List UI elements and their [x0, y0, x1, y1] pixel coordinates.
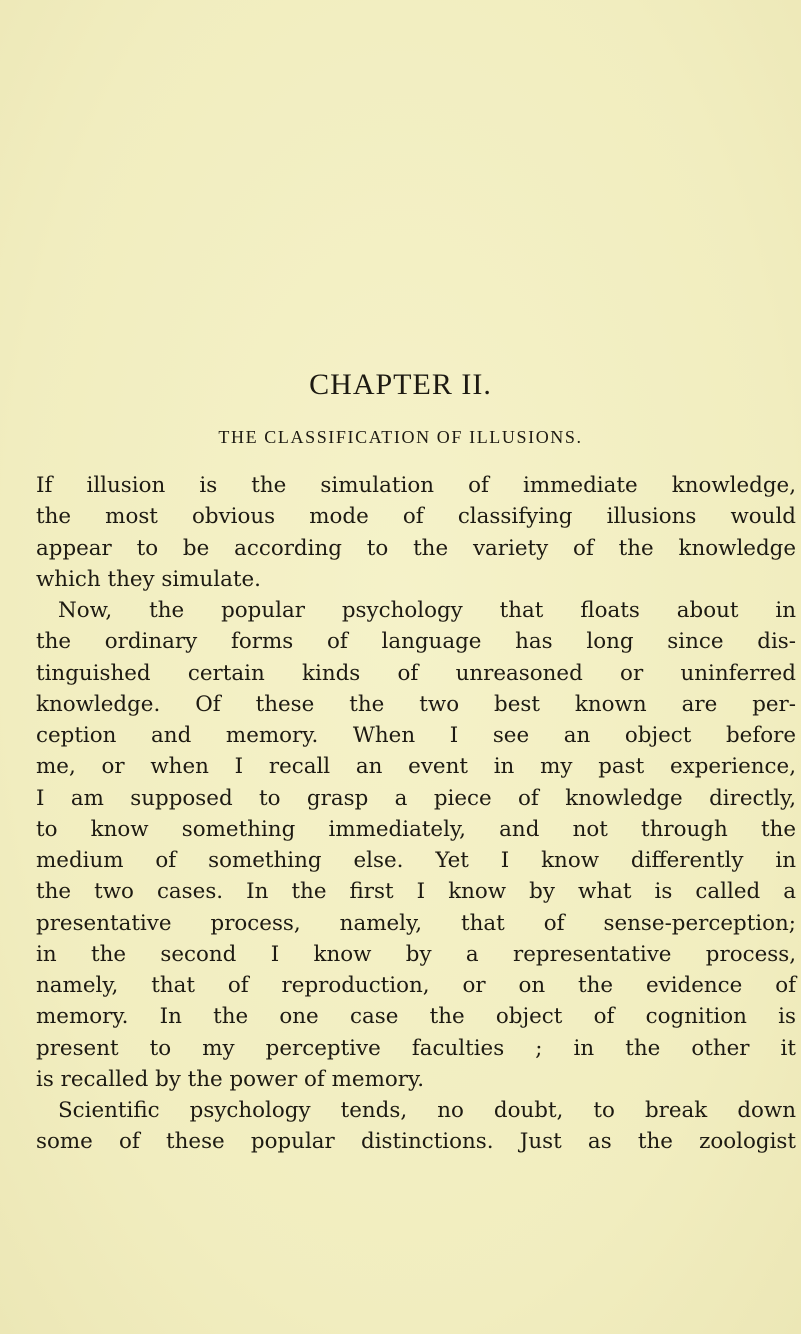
text-line: me, or when I recall an event in my past experience, [36, 754, 796, 780]
text-line: Scientific psychology tends, no doubt, to break down [58, 1098, 796, 1123]
text-line: I am supposed to grasp a piece of knowledge directly, [36, 785, 796, 811]
text-line: namely, that of reproduction, or on the evidence of [36, 973, 796, 998]
text-line: appear to be according to the variety of the knowledge [36, 535, 796, 561]
text-line: some of these popular distinctions. Just as the zoologist [36, 1129, 796, 1155]
text-line: knowledge. Of these the two best known are per- [36, 691, 796, 717]
text-line: medium of something else. Yet I know differently in [36, 848, 796, 873]
text-line: the two cases. In the first I know by what is called a [36, 879, 796, 905]
text-line: If illusion is the simulation of immediate knowledge, [36, 473, 796, 498]
text-line: which they simulate. [36, 566, 261, 592]
text-line: the most obvious mode of classifying illusions would [36, 504, 796, 530]
text-line: ception and memory. When I see an object before [36, 723, 796, 748]
text-line: in the second I know by a representative process, [36, 941, 796, 967]
text-line: memory. In the one case the object of cognition is [36, 1004, 796, 1030]
text-line: Now, the popular psychology that floats about in [58, 598, 796, 623]
text-line: the ordinary forms of language has long since dis- [36, 629, 796, 655]
text-line: presentative process, namely, that of sense-perception; [36, 910, 796, 936]
text-line: to know something immediately, and not through the [36, 816, 796, 842]
text-line: is recalled by the power of memory. [36, 1066, 425, 1092]
section-title: THE CLASSIFICATION OF ILLUSIONS. [218, 427, 583, 447]
text-line: present to my perceptive faculties ; in the other it [36, 1035, 796, 1061]
text-line: tinguished certain kinds of unreasoned or uninferred [36, 660, 796, 686]
chapter-title: CHAPTER II. [309, 368, 492, 401]
body-text [36, 470, 796, 1158]
